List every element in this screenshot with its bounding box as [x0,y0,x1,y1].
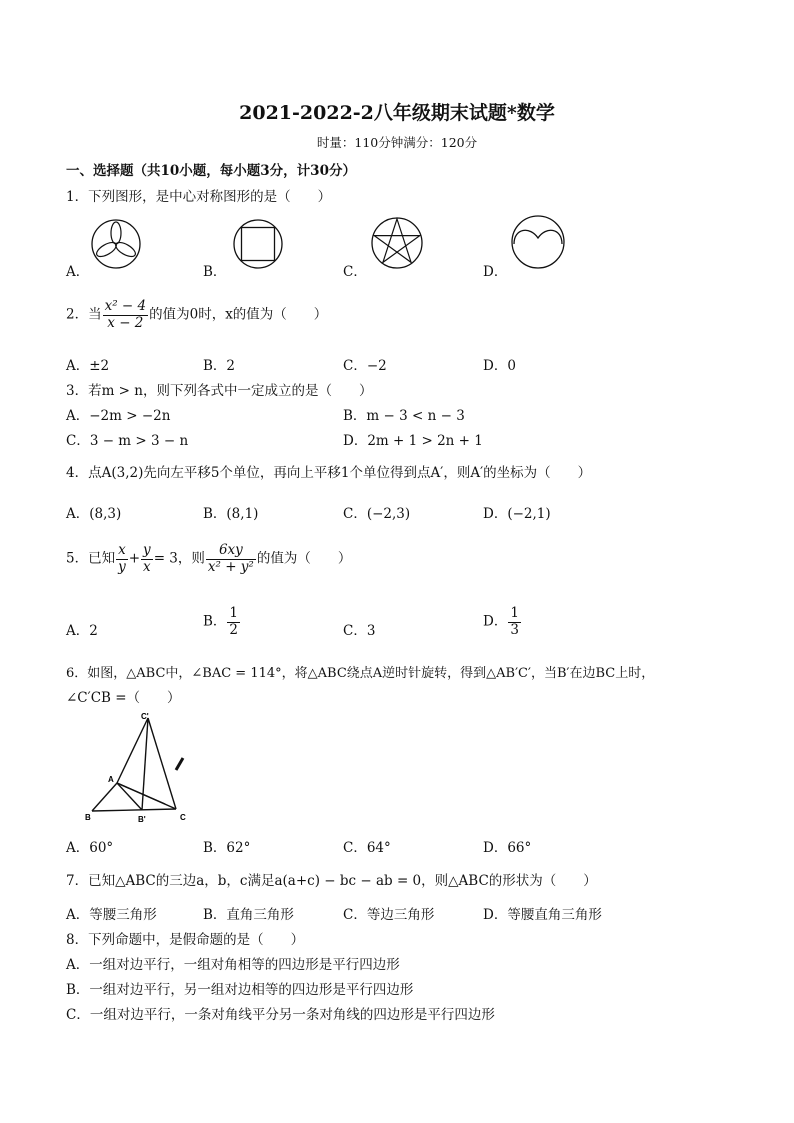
question-6-option-c: C．64° [343,840,391,856]
question-7-option-d: D．等腰直角三角形 [483,907,602,923]
exam-info: 时量：110分钟满分：120分 [316,135,478,150]
label-c: C [180,813,186,822]
question-1-option-b: B． [203,264,227,280]
label-b-prime: B' [138,815,146,824]
question-4-option-a: A．(8,3) [66,506,122,522]
question-2-stem-start: 2．当 [66,306,102,323]
question-8-option-c: C．一组对边平行，一条对角线平分另一条对角线的四边形是平行四边形 [66,1007,495,1023]
question-5-stem-end: 的值为（ ） [256,550,352,567]
fraction-denominator: x − 2 [107,314,144,331]
fraction-numerator: y [143,542,151,558]
figure-circle-trefoil-icon [90,218,142,270]
question-6-stem-line-1: 6．如图，△ABC中，∠BAC = 114°，将△ABC绕点A逆时针旋转，得到△AB′C′，当B′在边BC上时， [66,666,655,681]
question-6-option-b: B．62° [203,840,251,856]
question-3-option-b: B．m − 3 < n − 3 [343,408,465,424]
question-1-option-a: A． [66,264,90,280]
question-5-stem-start: 5．已知 [66,550,116,567]
question-5-option-a: A．2 [66,623,98,639]
question-7-stem: 7．已知△ABC的三边a，b，c满足a(a+c) − bc − ab = 0，则△ABC的形状为（ ） [66,873,597,889]
fraction-denominator: 2 [229,621,239,638]
fraction-denominator: y [118,558,126,575]
figure-circle-heart-icon [510,214,566,270]
question-2-stem [66,299,327,331]
question-2-option-c: C．−2 [343,358,387,374]
question-3-option-c: C．3 − m > 3 − n [66,433,189,449]
question-5-option-b [203,606,241,638]
fraction-6xy [206,543,256,575]
question-3-stem: 3．若m > n，则下列各式中一定成立的是（ ） [66,383,373,399]
fraction-x-over-y [116,543,128,575]
plus-sign: + [128,550,141,567]
fraction-denominator: x [143,558,151,575]
label-c-prime: C' [141,712,149,721]
question-4-option-c: C．(−2,3) [343,506,411,522]
question-4-option-d: D．(−2,1) [483,506,551,522]
question-7-option-c: C．等边三角形 [343,907,435,923]
page-title: 2021-2022-2八年级期末试题*数学 [239,102,555,124]
question-6-option-d: D．66° [483,840,532,856]
question-3-option-d: D．2m + 1 > 2n + 1 [343,433,483,449]
label-a: A [108,775,114,784]
question-7-option-a: A．等腰三角形 [66,907,157,923]
question-2-option-d: D．0 [483,358,516,374]
label-b: B [85,813,91,822]
question-7-option-b: B．直角三角形 [203,907,294,923]
fraction-numerator: 6xy [206,543,256,560]
question-2-option-b: B．2 [203,358,236,374]
question-2-fraction [103,299,149,331]
option-label: D． [483,613,508,630]
question-4-option-b: B．(8,1) [203,506,259,522]
fraction-one-half [227,606,240,638]
question-1-option-c: C． [343,264,367,280]
question-4-stem: 4．点A(3,2)先向左平移5个单位，再向上平移1个单位得到点A′，则A′的坐标为（ ） [66,465,592,481]
figure-circle-pentagram-icon [370,216,424,270]
fraction-denominator: x² + y² [207,558,254,575]
question-8-option-b: B．一组对边平行，另一组对边相等的四边形是平行四边形 [66,982,414,998]
fraction-numerator: 1 [229,605,239,621]
fraction-numerator: x² − 4 [104,298,147,314]
question-2-stem-end: 的值为0时，x的值为（ ） [149,306,328,323]
fraction-y-over-x [141,543,153,575]
option-label: B． [203,613,227,630]
question-5-option-c: C．3 [343,623,376,639]
fraction-numerator: x [116,543,128,560]
fraction-numerator: 1 [510,605,519,621]
question-6-stem-line-2: ∠C′CB =（ ） [66,690,181,706]
question-1-stem: 1．下列图形，是中心对称图形的是（ ） [66,189,332,205]
question-3-option-a: A．−2m > −2n [66,408,171,424]
question-5-option-d [483,606,522,638]
equals-part: = 3，则 [153,550,205,567]
question-8-stem: 8．下列命题中，是假命题的是（ ） [66,932,305,948]
fraction-denominator: 3 [510,621,519,638]
figure-circle-square-icon [232,218,284,270]
question-2-option-a: A．±2 [66,358,110,374]
fraction-one-third [508,606,521,638]
question-8-option-a: A．一组对边平行，一组对角相等的四边形是平行四边形 [66,957,400,973]
section-heading: 一、选择题（共10小题，每小题3分，计30分） [66,163,356,179]
question-5-stem [66,543,351,575]
rotation-triangle-figure [80,708,205,826]
question-6-option-a: A．60° [66,840,114,856]
question-1-option-d: D． [483,264,508,280]
